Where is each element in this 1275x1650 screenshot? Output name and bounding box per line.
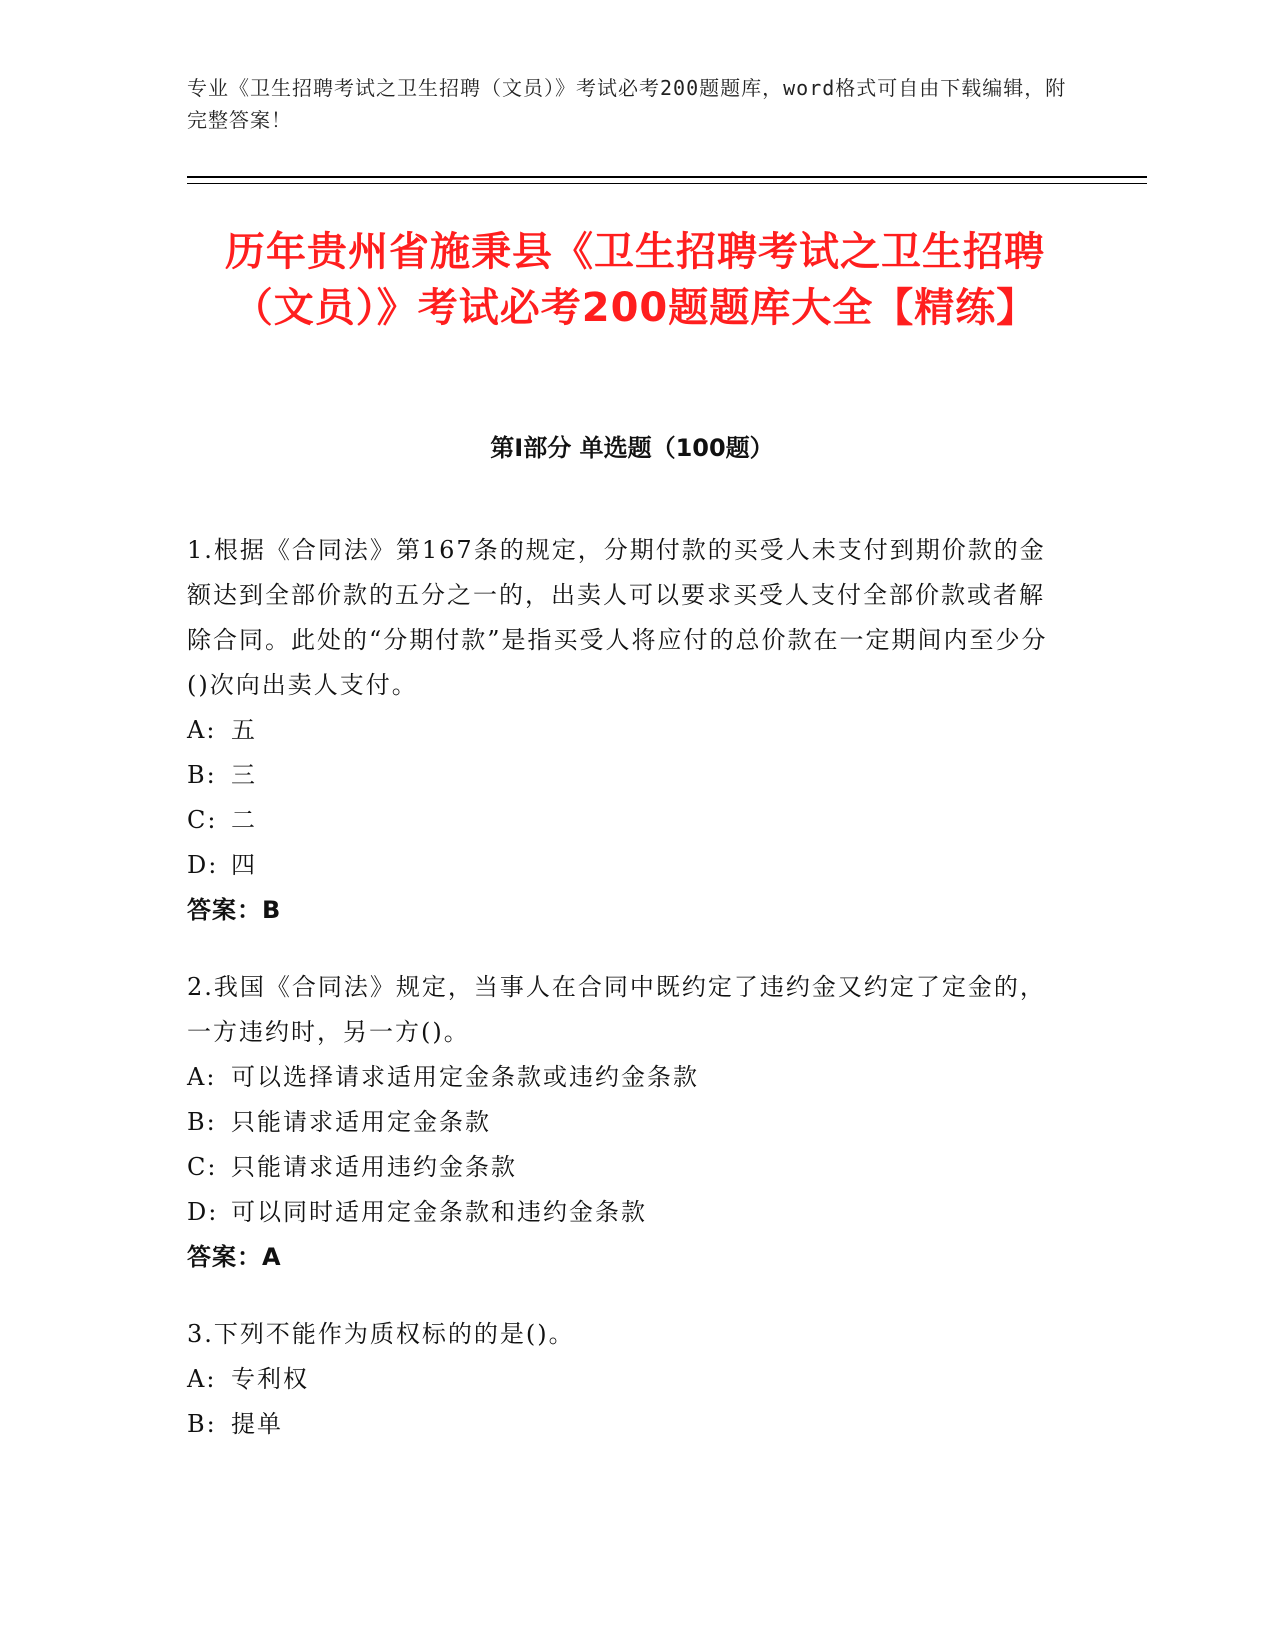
question-text: 3.下列不能作为质权标的的是()。 <box>187 1320 575 1348</box>
option-text: 三 <box>231 761 257 789</box>
option-letter: A: <box>187 1365 217 1393</box>
option-letter: A: <box>187 716 217 744</box>
option-letter: C: <box>187 1153 218 1181</box>
answer-line: 答案：B <box>187 896 282 924</box>
option-letter: D: <box>187 851 219 879</box>
option-b <box>187 1402 1067 1447</box>
option-letter: D: <box>187 1198 219 1226</box>
option-a <box>187 708 1067 753</box>
option-b <box>187 1100 1067 1145</box>
question-1 <box>187 528 1067 933</box>
option-letter: C: <box>187 806 218 834</box>
option-letter: B: <box>187 761 217 789</box>
header-note: 专业《卫生招聘考试之卫生招聘（文员）》考试必考200题题库，word格式可自由下载编辑，附完整答案！ <box>187 76 1067 132</box>
option-a <box>187 1055 1067 1100</box>
question-3 <box>187 1312 1067 1447</box>
option-a <box>187 1357 1067 1402</box>
option-b <box>187 753 1067 798</box>
question-text: 1.根据《合同法》第167条的规定，分期付款的买受人未支付到期价款的金额达到全部价款的五分之一的，出卖人可以要求买受人支付全部价款或者解除合同。此处的“分期付款”是指买受人将应付的总价款在一定期间内至少分()次向出卖人支付。 <box>187 536 1048 699</box>
answer-line: 答案：A <box>187 1243 282 1271</box>
question-list <box>187 528 1067 1479</box>
option-letter: B: <box>187 1108 217 1136</box>
option-c <box>187 798 1067 843</box>
option-text: 专利权 <box>231 1365 309 1393</box>
header-divider-thick <box>187 176 1147 178</box>
option-c <box>187 1145 1067 1190</box>
option-text: 可以选择请求适用定金条款或违约金条款 <box>231 1063 699 1091</box>
option-letter: A: <box>187 1063 217 1091</box>
option-text: 二 <box>231 806 257 834</box>
option-text: 可以同时适用定金条款和违约金条款 <box>231 1198 647 1226</box>
option-letter: B: <box>187 1410 217 1438</box>
option-text: 五 <box>231 716 257 744</box>
option-d <box>187 1190 1067 1235</box>
option-text: 四 <box>231 851 257 879</box>
option-text: 只能请求适用定金条款 <box>231 1108 491 1136</box>
option-text: 只能请求适用违约金条款 <box>231 1153 517 1181</box>
document-title: 历年贵州省施秉县《卫生招聘考试之卫生招聘（文员）》考试必考200题题库大全【精练】 <box>225 229 1045 331</box>
question-text: 2.我国《合同法》规定，当事人在合同中既约定了违约金又约定了定金的，一方违约时，另一方()。 <box>187 973 1046 1046</box>
option-d <box>187 843 1067 888</box>
header-divider-thin <box>187 183 1147 184</box>
section-title: 第I部分 单选题（100题） <box>490 434 774 462</box>
option-text: 提单 <box>231 1410 283 1438</box>
question-2 <box>187 965 1067 1280</box>
